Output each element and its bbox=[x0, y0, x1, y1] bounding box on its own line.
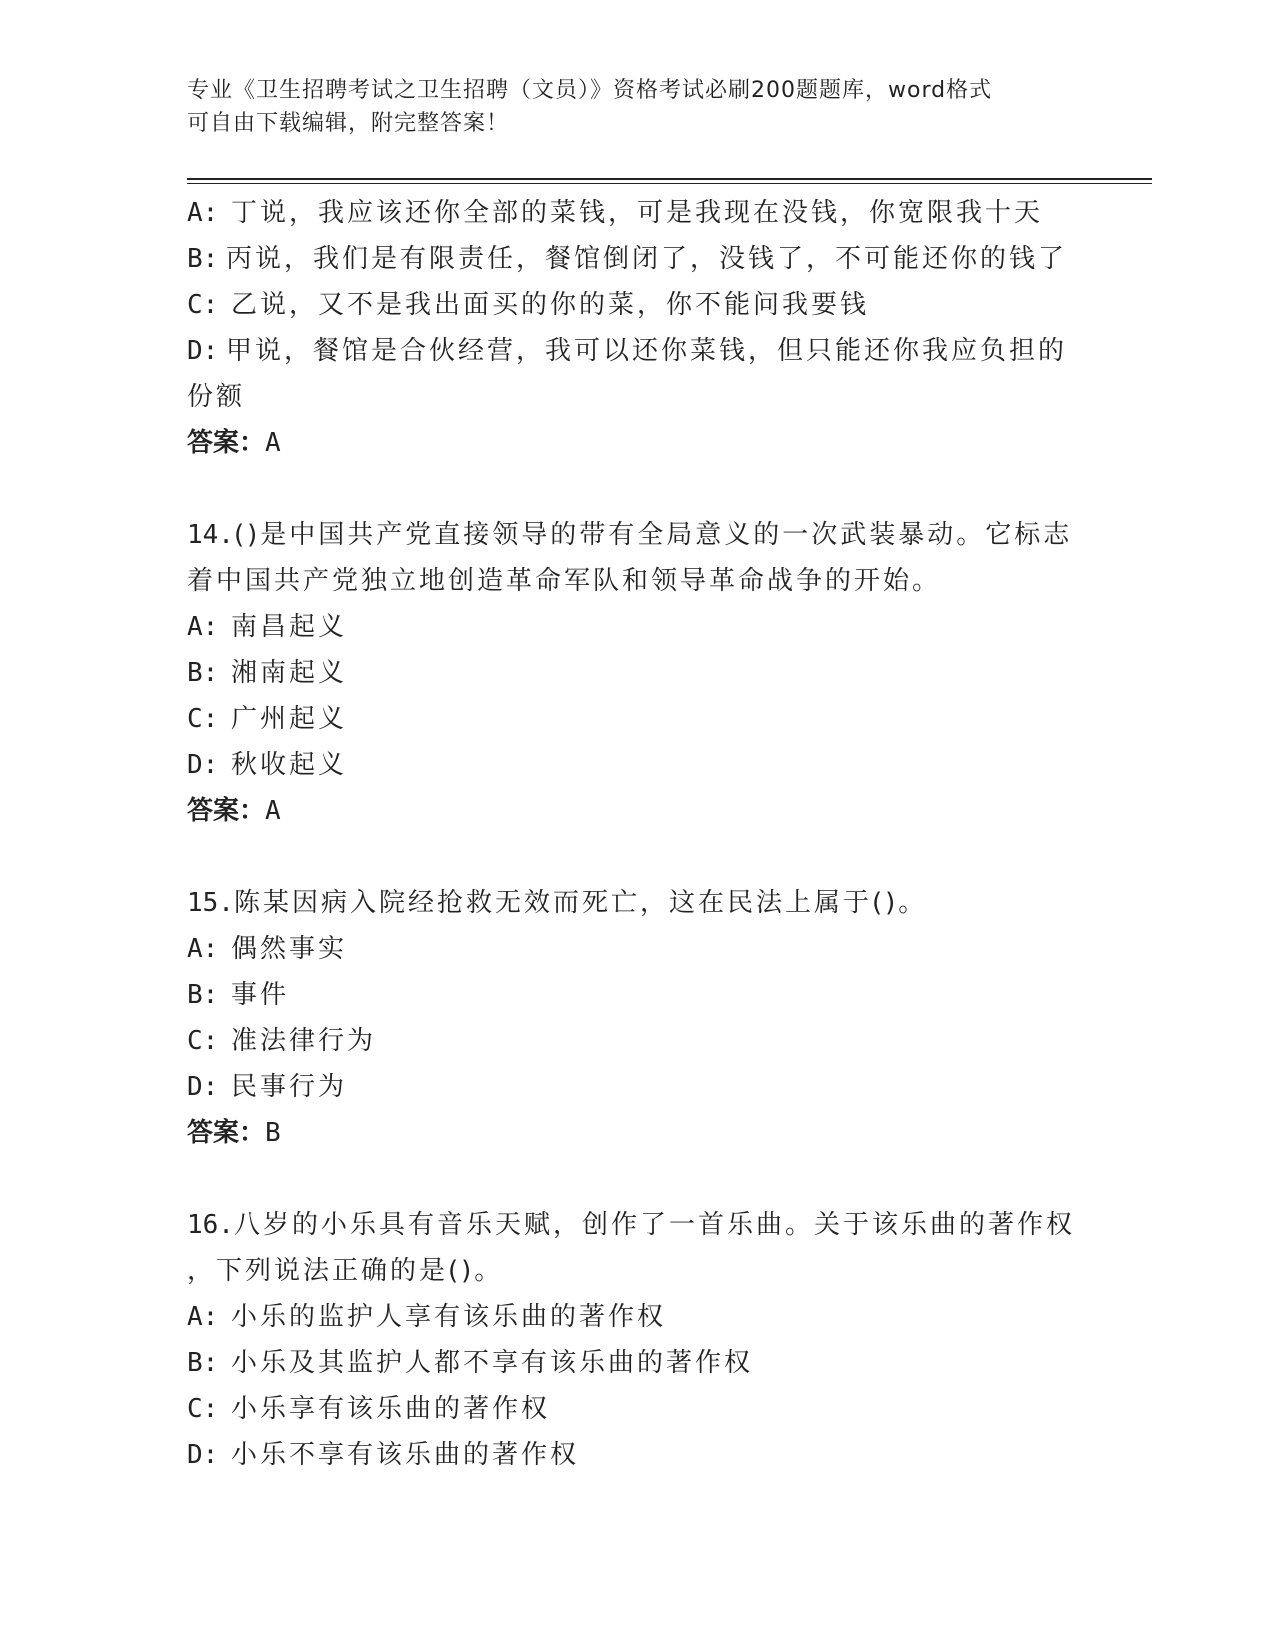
question-13-option-d-continued: 份额 bbox=[187, 382, 246, 412]
option-letter: A: bbox=[187, 612, 219, 642]
option-letter: D: bbox=[187, 750, 219, 780]
question-number: 14. bbox=[187, 520, 234, 550]
option-letter: A: bbox=[187, 198, 219, 228]
option-letter: C: bbox=[187, 1394, 219, 1424]
question-14-stem bbox=[187, 512, 1073, 558]
header-line-2: 可自由下载编辑，附完整答案！ bbox=[187, 111, 510, 136]
option-letter: B: bbox=[187, 1348, 219, 1378]
option-text: 南昌起义 bbox=[231, 612, 348, 642]
question-16-option-c bbox=[187, 1386, 1067, 1432]
question-15-option-b bbox=[187, 972, 1067, 1018]
question-16-stem bbox=[187, 1202, 1075, 1248]
question-15-option-a bbox=[187, 926, 1067, 972]
option-letter: D: bbox=[187, 1072, 219, 1102]
question-13 bbox=[187, 190, 1067, 466]
answer-label: 答案： bbox=[187, 1118, 266, 1148]
option-text: 小乐不享有该乐曲的著作权 bbox=[231, 1440, 580, 1470]
question-15-answer bbox=[187, 1110, 1067, 1156]
question-13-option-a bbox=[187, 190, 1067, 236]
question-stem-line-1: 八岁的小乐具有音乐天赋，创作了一首乐曲。关于该乐曲的著作权 bbox=[233, 1210, 1075, 1240]
option-letter: C: bbox=[187, 290, 219, 320]
page-header bbox=[187, 74, 1067, 140]
question-14-answer bbox=[187, 788, 1067, 834]
question-list bbox=[187, 190, 1075, 1478]
option-text: 偶然事实 bbox=[231, 934, 348, 964]
question-16-option-d bbox=[187, 1432, 1067, 1478]
question-16-option-a bbox=[187, 1294, 1067, 1340]
question-16-option-b bbox=[187, 1340, 1067, 1386]
question-number: 15. bbox=[187, 888, 234, 918]
option-letter: D: bbox=[187, 336, 219, 366]
question-14-option-d bbox=[187, 742, 1067, 788]
option-letter: B: bbox=[187, 244, 219, 274]
option-letter: B: bbox=[187, 658, 219, 688]
question-14-option-a bbox=[187, 604, 1067, 650]
option-letter: A: bbox=[187, 934, 219, 964]
question-14-option-b bbox=[187, 650, 1067, 696]
question-stem-line-1: 陈某因病入院经抢救无效而死亡，这在民法上属于()。 bbox=[233, 888, 928, 918]
header-rule-thin bbox=[187, 183, 1152, 184]
answer-label: 答案： bbox=[187, 796, 266, 826]
option-letter: C: bbox=[187, 704, 219, 734]
answer-value: B bbox=[265, 1118, 281, 1148]
question-15-stem bbox=[187, 880, 1067, 926]
option-text: 丙说，我们是有限责任，餐馆倒闭了，没钱了，不可能还你的钱了 bbox=[225, 244, 1067, 274]
option-text: 小乐享有该乐曲的著作权 bbox=[231, 1394, 551, 1424]
option-letter: C: bbox=[187, 1026, 219, 1056]
answer-value: A bbox=[265, 796, 281, 826]
option-text: 准法律行为 bbox=[231, 1026, 377, 1056]
answer-label: 答案： bbox=[187, 428, 266, 458]
question-13-answer bbox=[187, 420, 1067, 466]
question-15-option-c bbox=[187, 1018, 1067, 1064]
option-text: 民事行为 bbox=[231, 1072, 348, 1102]
question-16 bbox=[187, 1202, 1075, 1478]
question-15 bbox=[187, 880, 1067, 1156]
option-letter: A: bbox=[187, 1302, 219, 1332]
question-14 bbox=[187, 512, 1073, 834]
question-13-option-d bbox=[187, 328, 1067, 374]
question-stem-line-2: 着中国共产党独立地创造革命军队和领导革命战争的开始。 bbox=[187, 566, 942, 596]
option-text: 乙说，又不是我出面买的你的菜，你不能问我要钱 bbox=[231, 290, 870, 320]
option-text: 事件 bbox=[231, 980, 290, 1010]
option-text: 广州起义 bbox=[231, 704, 348, 734]
option-text: 小乐的监护人享有该乐曲的著作权 bbox=[231, 1302, 667, 1332]
question-13-option-b bbox=[187, 236, 1067, 282]
option-text: 秋收起义 bbox=[231, 750, 348, 780]
header-line-1: 专业《卫生招聘考试之卫生招聘（文员）》资格考试必刷200题题库，word格式 bbox=[187, 78, 993, 103]
option-letter: D: bbox=[187, 1440, 219, 1470]
answer-value: A bbox=[265, 428, 281, 458]
option-text: 小乐及其监护人都不享有该乐曲的著作权 bbox=[231, 1348, 754, 1378]
option-text: 甲说，餐馆是合伙经营，我可以还你菜钱，但只能还你我应负担的 bbox=[225, 336, 1067, 366]
question-15-option-d bbox=[187, 1064, 1067, 1110]
question-number: 16. bbox=[187, 1210, 234, 1240]
option-letter: B: bbox=[187, 980, 219, 1010]
question-stem-line-2: ，下列说法正确的是()。 bbox=[187, 1256, 504, 1286]
option-text: 丁说，我应该还你全部的菜钱，可是我现在没钱，你宽限我十天 bbox=[231, 198, 1044, 228]
question-14-option-c bbox=[187, 696, 1067, 742]
question-stem-line-1: ()是中国共产党直接领导的带有全局意义的一次武装暴动。它标志 bbox=[233, 520, 1073, 550]
header-rule-thick bbox=[187, 178, 1152, 180]
option-text: 湘南起义 bbox=[231, 658, 348, 688]
question-13-option-c bbox=[187, 282, 1067, 328]
